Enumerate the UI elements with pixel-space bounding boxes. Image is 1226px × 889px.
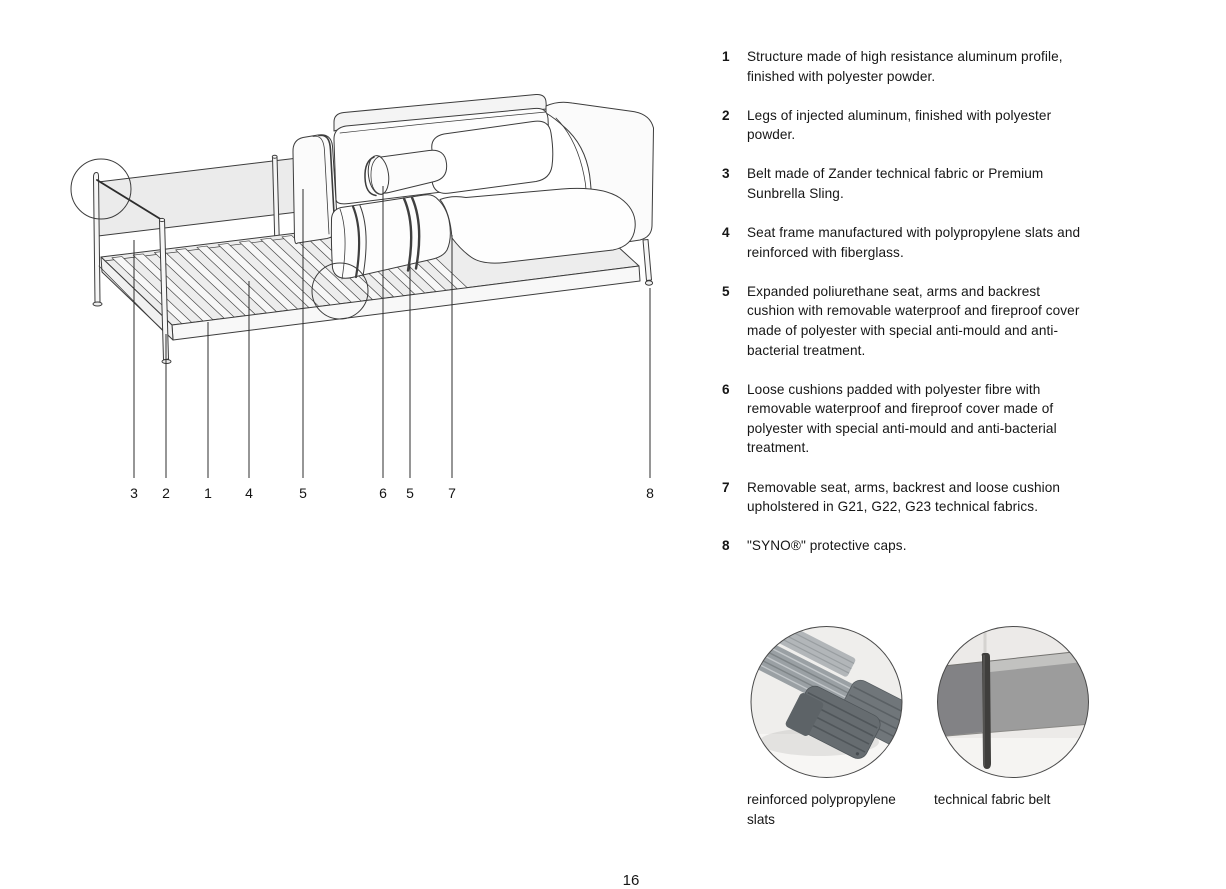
spec-item-1 xyxy=(722,47,1088,86)
callout-number-5: 5 xyxy=(406,485,414,501)
spec-item-text: Structure made of high resistance aluminum profile, finished with polyester powder. xyxy=(747,49,1063,84)
spec-item-text: Loose cushions padded with polyester fibre with removable waterproof and fireproof cover made of polyester with special anti-mould and anti-bacterial treatment. xyxy=(747,381,1057,456)
detail-photo-belt xyxy=(934,624,1092,782)
callout-number-3: 3 xyxy=(130,485,138,501)
detail-caption-slats: reinforced polypropylene slats xyxy=(747,792,896,827)
page-number: 16 xyxy=(622,872,640,889)
spec-item-text: Legs of injected aluminum, finished with polyester powder. xyxy=(747,107,1052,143)
sofa-technical-drawing xyxy=(0,0,700,520)
detail-photo-slats xyxy=(730,612,931,782)
spec-item-2 xyxy=(722,106,1088,145)
spec-item-number: 2 xyxy=(722,107,730,123)
detail-photos-svg xyxy=(730,612,1110,798)
right-front-leg xyxy=(643,240,653,286)
spec-item-6 xyxy=(722,380,1088,458)
spec-item-3 xyxy=(722,164,1088,203)
spec-item-7 xyxy=(722,478,1088,517)
spec-item-8 xyxy=(722,536,1088,556)
spec-list xyxy=(722,47,1088,575)
spec-item-number: 3 xyxy=(722,166,730,182)
detail-photos xyxy=(730,612,1110,798)
callout-number-6: 6 xyxy=(379,485,387,501)
spec-item-number: 8 xyxy=(722,538,730,554)
spec-item-text: "SYNO®" protective caps. xyxy=(747,538,907,554)
callout-number-1: 1 xyxy=(204,485,212,501)
spec-item-number: 4 xyxy=(722,225,730,241)
fabric-belt-panel xyxy=(98,158,298,236)
spec-item-text: Belt made of Zander technical fabric or Premium Sunbrella Sling. xyxy=(747,166,1044,201)
sofa-line-art xyxy=(0,0,700,520)
callout-number-5: 5 xyxy=(299,485,307,501)
detail-caption-belt: technical fabric belt xyxy=(934,792,1051,807)
spec-item-number: 1 xyxy=(722,49,730,64)
callout-number-8: 8 xyxy=(646,485,654,501)
callout-number-7: 7 xyxy=(448,485,456,501)
syno-protective-cap xyxy=(645,281,652,285)
spec-item-text: Expanded poliurethane seat, arms and backrest cushion with removable waterproof and fireproof cover made of polyester with special anti-mould and anti-bacterial treatment. xyxy=(747,283,1080,358)
spec-item-text: Seat frame manufactured with polypropylene slats and reinforced with fiberglass. xyxy=(747,225,1081,260)
spec-item-4 xyxy=(722,223,1088,262)
callout-number-4: 4 xyxy=(245,485,253,501)
middle-arm-cushion xyxy=(293,135,338,244)
callout-number-2: 2 xyxy=(162,485,170,501)
spec-item-number: 6 xyxy=(722,381,730,397)
spec-item-5 xyxy=(722,282,1088,360)
spec-item-text: Removable seat, arms, backrest and loose cushion upholstered in G21, G22, G23 technical fabrics. xyxy=(747,479,1061,515)
spec-item-number: 7 xyxy=(722,479,730,495)
spec-item-number: 5 xyxy=(722,283,730,299)
